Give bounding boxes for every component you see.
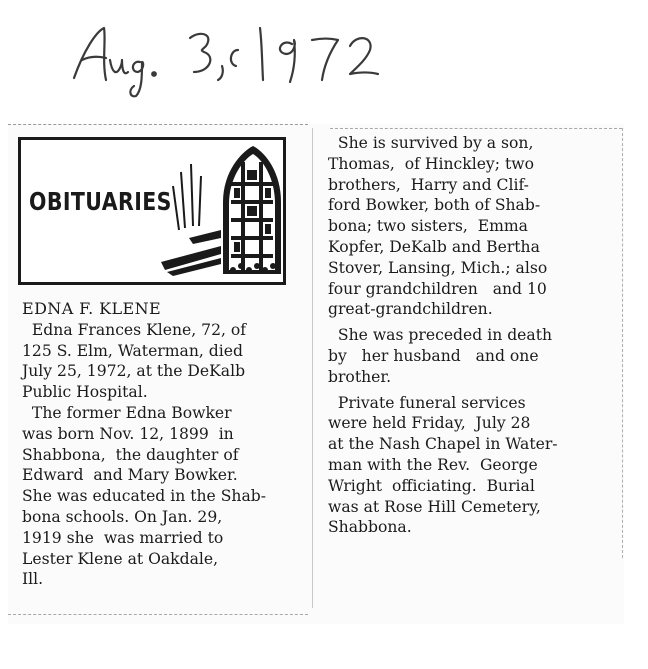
deceased-name: EDNA F. KLENE [22, 299, 162, 318]
text-line: Private funeral services [328, 393, 526, 412]
text-line: ford Bowker, both of Shab- [328, 196, 541, 215]
text-line: Lester Klene at Oakdale, [22, 549, 219, 568]
text-line: man with the Rev. George [328, 455, 538, 474]
clipping-edge [8, 124, 308, 125]
text-line: Edna Frances Klene, 72, of [22, 320, 247, 339]
text-line: Thomas, of Hinckley; two [328, 154, 534, 173]
text-line: 125 S. Elm, Waterman, died [22, 341, 243, 360]
text-line: She was preceded in death [328, 326, 553, 345]
handwritten-date [60, 10, 400, 100]
text-line: Stover, Lansing, Mich.; also [328, 258, 548, 277]
text-line: brothers, Harry and Clif- [328, 175, 529, 194]
text-line: She is survived by a son, [328, 134, 534, 152]
clipping-edge [622, 128, 623, 558]
right-column [328, 133, 618, 538]
column-divider [312, 128, 313, 608]
text-line: 1919 she was married to [22, 528, 224, 547]
text-line: were held Friday, July 28 [328, 414, 531, 433]
text-line: four grandchildren and 10 [328, 279, 547, 298]
text-line: bona; two sisters, Emma [328, 217, 528, 236]
text-line: The former Edna Bowker [22, 403, 232, 422]
section-title: OBITUARIES [29, 187, 172, 216]
text-line: Ill. [22, 570, 44, 589]
text-line: Kopfer, DeKalb and Bertha [328, 237, 540, 256]
clipping-edge [330, 128, 622, 129]
text-line: was at Rose Hill Cemetery, [328, 497, 541, 516]
text-line: Wright officiating. Burial [328, 476, 535, 495]
text-line: was born Nov. 12, 1899 in [22, 424, 234, 443]
left-column [22, 299, 308, 590]
text-line: July 25, 1972, at the DeKalb [22, 362, 246, 381]
text-line: Public Hospital. [22, 383, 148, 402]
clipping-edge [8, 614, 308, 615]
text-line: by her husband and one [328, 346, 539, 365]
text-line: at the Nash Chapel in Water- [328, 435, 558, 454]
text-line: brother. [328, 367, 392, 386]
church-window-illustration [161, 142, 283, 278]
text-line: Shabbona. [328, 518, 412, 537]
text-line: great-grandchildren. [328, 300, 493, 319]
text-line: bona schools. On Jan. 29, [22, 507, 223, 526]
text-line: Edward and Mary Bowker. [22, 466, 238, 485]
text-line: Shabbona, the daughter of [22, 445, 239, 464]
text-line: She was educated in the Shab- [22, 487, 266, 506]
obituaries-header [18, 137, 286, 285]
